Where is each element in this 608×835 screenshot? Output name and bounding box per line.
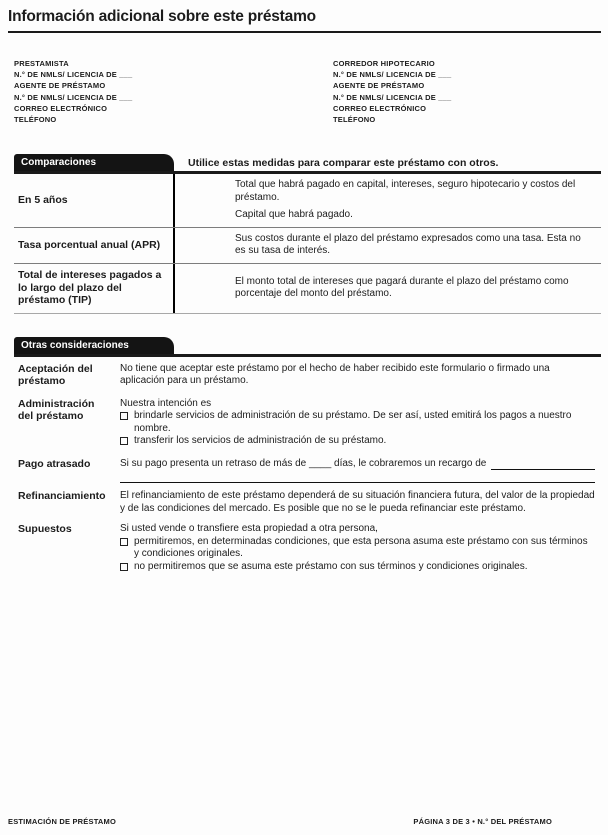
- row-content: [173, 174, 601, 227]
- row-content: [120, 363, 601, 388]
- row-loan-servicing: [14, 398, 601, 448]
- other-considerations-tab: Otras consideraciones: [14, 337, 174, 354]
- footer-page-number: PÁGINA 3 DE 3 • N.° DEL PRÉSTAMO: [413, 817, 552, 826]
- row-content: [120, 523, 601, 573]
- checkbox-assumption-allow[interactable]: [120, 538, 128, 546]
- row-loan-acceptance: [14, 363, 601, 388]
- lender-label: PRESTAMISTA: [14, 59, 69, 68]
- lender-contact-block: [14, 58, 333, 125]
- row-label: Pago atrasado: [18, 457, 91, 470]
- comparisons-header-row: [14, 154, 601, 174]
- row-label: Refinanciamiento: [18, 490, 106, 503]
- title-bar: [8, 8, 601, 33]
- broker-email-label: CORREO ELECTRÓNICO: [333, 103, 427, 113]
- assumption-option-allow: [120, 536, 595, 561]
- row-label: Supuestos: [18, 523, 72, 536]
- broker-contact-block: [333, 58, 451, 125]
- page-footer: [8, 817, 552, 826]
- late-fee-blank-line[interactable]: [120, 482, 595, 483]
- page-title: Información adicional sobre este préstamo: [8, 8, 316, 25]
- option-text: permitiremos, en determinadas condiciones, que esta persona asuma este préstamo con sus términos y condiciones originales.: [134, 535, 588, 560]
- row-content: [120, 490, 601, 515]
- loan-officer-nmls-line: N.° DE NMLS/ LICENCIA DE ___: [14, 92, 133, 102]
- footer-form-name: ESTIMACIÓN DE PRÉSTAMO: [8, 817, 117, 826]
- servicing-option-retain: [120, 410, 595, 435]
- row-text: El refinanciamiento de este préstamo dependerá de su situación financiera futura, del valor de la propiedad y de las condiciones del mercado. Es posible que no se le pueda refinanciar este préstamo.: [120, 490, 595, 514]
- option-text: transferir los servicios de administración de su préstamo.: [134, 435, 387, 447]
- table-row-in-5-years: [14, 174, 601, 228]
- checkbox-assumption-disallow[interactable]: [120, 563, 128, 571]
- other-considerations-header-row: [14, 337, 601, 357]
- comparisons-intro: Utilice estas medidas para comparar este préstamo con otros.: [188, 156, 499, 169]
- row-label: Tasa porcentual anual (APR): [18, 238, 161, 251]
- broker-loan-officer-label: AGENTE DE PRÉSTAMO: [333, 81, 425, 91]
- row-content: [120, 398, 601, 448]
- loan-officer-label: AGENTE DE PRÉSTAMO: [14, 81, 106, 91]
- row-label: Administración del préstamo: [18, 397, 95, 423]
- lender-nmls-line: N.° DE NMLS/ LICENCIA DE ___: [14, 70, 133, 80]
- row-label: Total de intereses pagados a lo largo del plazo del préstamo (TIP): [18, 269, 162, 307]
- other-considerations-section: [14, 337, 601, 574]
- row-text: Capital que habrá pagado.: [235, 209, 353, 221]
- row-text: No tiene que aceptar este préstamo por el hecho de haber recibido este formulario o firmado una aplicación para un préstamo.: [120, 362, 550, 387]
- row-content: [173, 264, 601, 313]
- row-text: Si su pago presenta un retraso de más de ____ días, le cobraremos un recargo de: [120, 457, 487, 469]
- row-text: Sus costos durante el plazo del préstamo expresados como una tasa. Esta no es su tasa de interés.: [235, 232, 581, 257]
- table-row-apr: [14, 228, 601, 264]
- row-text: El monto total de intereses que pagará durante el plazo del préstamo como porcentaje del monto del préstamo.: [235, 275, 569, 300]
- row-late-payment: [14, 458, 601, 484]
- row-label: Aceptación del préstamo: [18, 362, 93, 388]
- row-intro: Nuestra intención es: [120, 397, 212, 409]
- late-fee-sentence: [120, 458, 595, 471]
- table-row-tip: [14, 264, 601, 314]
- broker-label: CORREDOR HIPOTECARIO: [333, 59, 435, 68]
- broker-phone-label: TELÉFONO: [333, 115, 376, 125]
- email-label: CORREO ELECTRÓNICO: [14, 103, 108, 113]
- comparisons-section: [14, 154, 601, 314]
- row-assumption: [14, 523, 601, 573]
- comparisons-tab: Comparaciones: [14, 154, 174, 171]
- checkbox-servicing-transfer[interactable]: [120, 437, 128, 445]
- late-fee-blank-field[interactable]: [491, 459, 595, 470]
- assumption-option-disallow: [120, 561, 595, 574]
- checkbox-servicing-retain[interactable]: [120, 412, 128, 420]
- row-content: [120, 458, 601, 484]
- row-refinance: [14, 490, 601, 515]
- row-content: [173, 228, 601, 263]
- option-text: brindarle servicios de administración de su préstamo. De ser así, usted emitirá los pagos a nuestro nombre.: [134, 410, 572, 434]
- row-intro: Si usted vende o transfiere esta propiedad a otra persona,: [120, 523, 378, 535]
- servicing-option-transfer: [120, 435, 595, 448]
- row-text: Total que habrá pagado en capital, intereses, seguro hipotecario y costos del préstamo.: [235, 179, 576, 203]
- broker-loan-officer-nmls-line: N.° DE NMLS/ LICENCIA DE ___: [333, 92, 452, 102]
- broker-nmls-line: N.° DE NMLS/ LICENCIA DE ___: [333, 70, 452, 80]
- row-label: En 5 años: [18, 194, 68, 207]
- phone-label: TELÉFONO: [14, 115, 57, 125]
- contact-info-section: [14, 58, 608, 125]
- option-text: no permitiremos que se asuma este préstamo con sus términos y condiciones originales.: [134, 560, 528, 572]
